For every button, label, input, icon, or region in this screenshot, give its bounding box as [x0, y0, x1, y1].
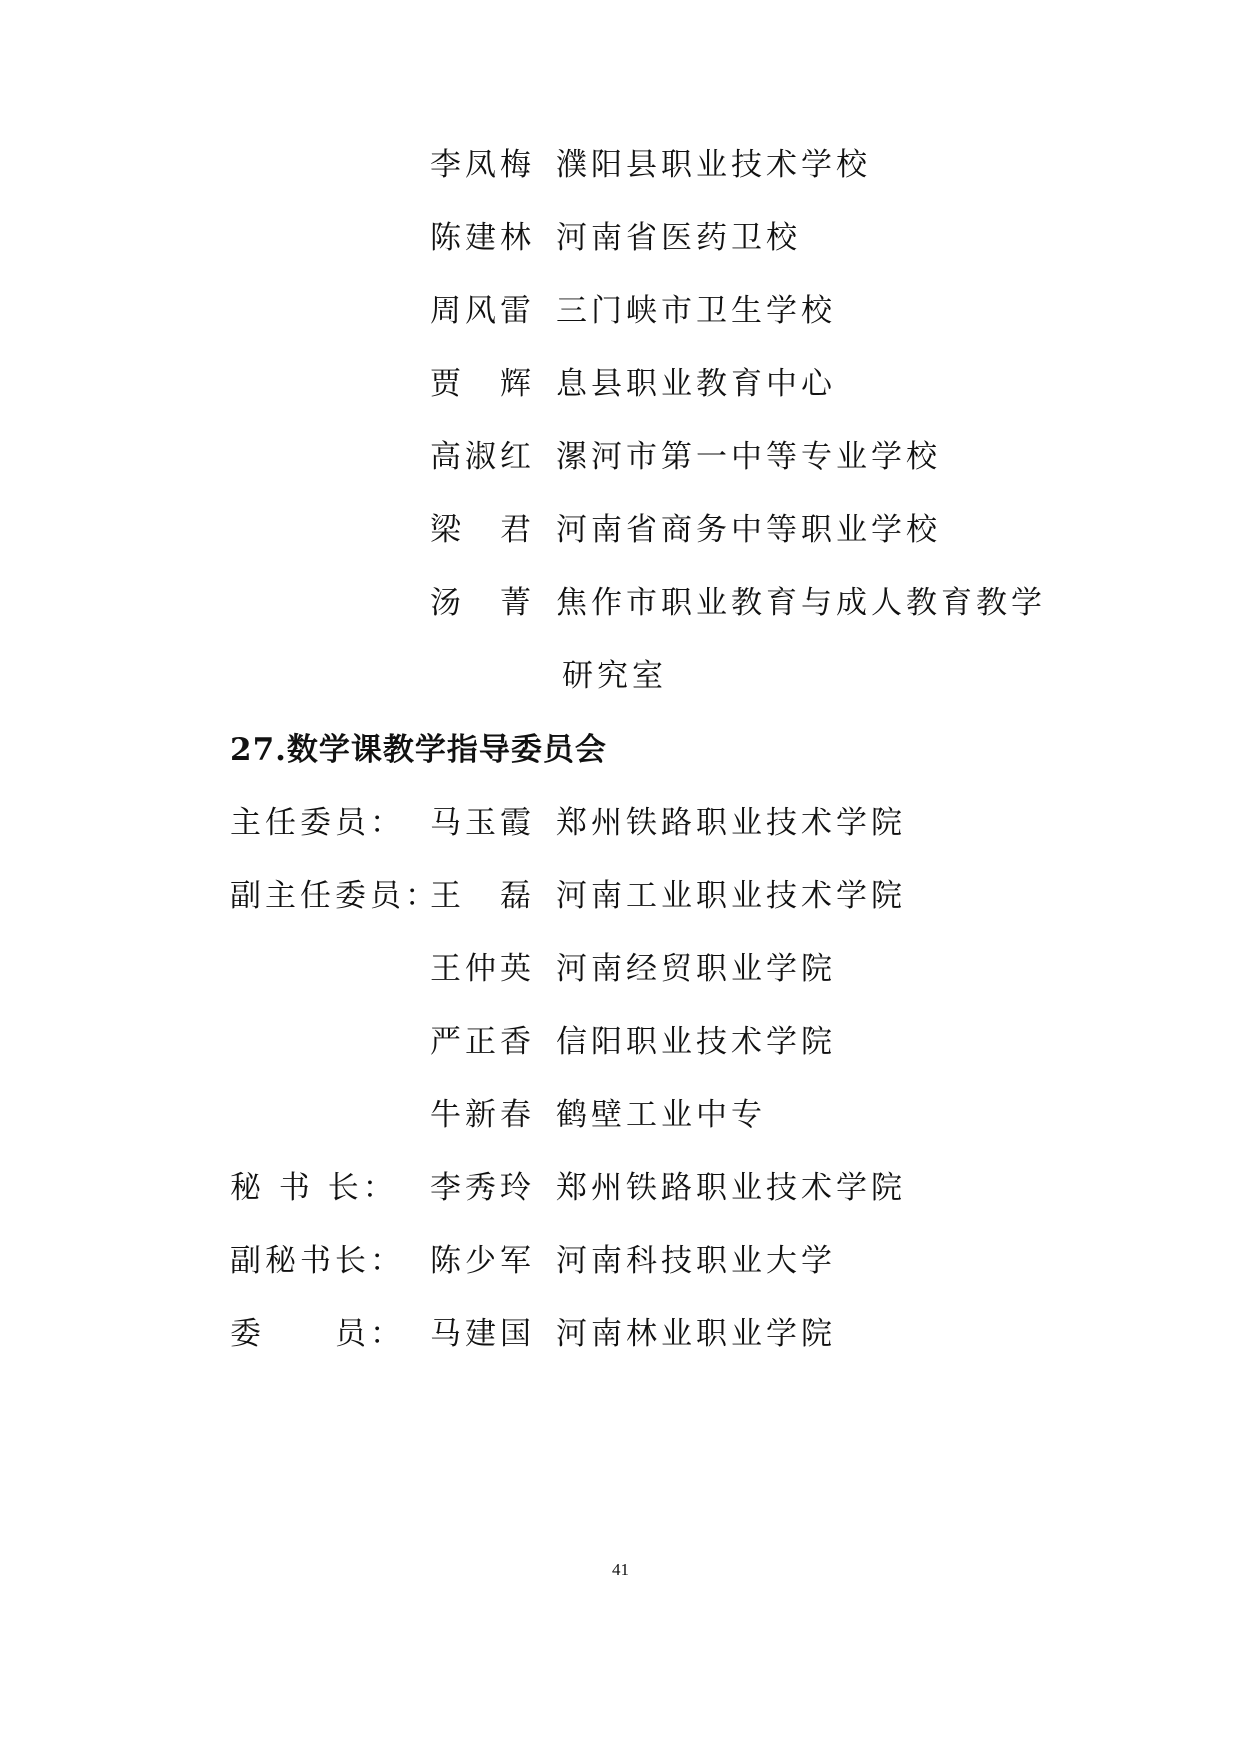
committee-org: 河南工业职业技术学院: [556, 878, 906, 914]
org-continuation: 研究室: [562, 658, 667, 694]
member-org: 息县职业教育中心: [556, 366, 836, 402]
member-name: 周风雷: [430, 293, 535, 329]
member-org: 焦作市职业教育与成人教育教学: [556, 585, 1046, 621]
member-name: 贾 辉: [430, 366, 535, 402]
member-org: 河南省医药卫校: [556, 220, 801, 256]
committee-name: 王 磊: [430, 878, 535, 914]
committee-org: 信阳职业技术学院: [556, 1024, 836, 1060]
member-org: 三门峡市卫生学校: [556, 293, 836, 329]
committee-name: 陈少军: [430, 1243, 535, 1279]
committee-role: 委 员：: [230, 1316, 405, 1352]
member-org: 漯河市第一中等专业学校: [556, 439, 941, 475]
member-name: 梁 君: [430, 512, 535, 548]
committee-org: 河南经贸职业学院: [556, 951, 836, 987]
section-title: 27.数学课教学指导委员会: [230, 732, 607, 768]
committee-org: 河南林业职业学院: [556, 1316, 836, 1352]
page-number: 41: [612, 1560, 629, 1579]
committee-role: 主任委员：: [230, 805, 405, 841]
committee-name: 李秀玲: [430, 1170, 535, 1206]
member-org: 河南省商务中等职业学校: [556, 512, 941, 548]
committee-role: 副秘书长：: [230, 1243, 405, 1279]
committee-org: 郑州铁路职业技术学院: [556, 805, 906, 841]
committee-name: 马建国: [430, 1316, 535, 1352]
committee-name: 马玉霞: [430, 805, 535, 841]
member-name: 高淑红: [430, 439, 535, 475]
committee-role: 秘 书 长：: [230, 1170, 398, 1206]
member-name: 汤 菁: [430, 585, 535, 621]
committee-name: 牛新春: [430, 1097, 535, 1133]
member-name: 李凤梅: [430, 147, 535, 183]
committee-name: 王仲英: [430, 951, 535, 987]
committee-role: 副主任委员：: [230, 878, 440, 914]
member-name: 陈建林: [430, 220, 535, 256]
committee-org: 河南科技职业大学: [556, 1243, 836, 1279]
member-org: 濮阳县职业技术学校: [556, 147, 871, 183]
committee-org: 鹤壁工业中专: [556, 1097, 766, 1133]
committee-org: 郑州铁路职业技术学院: [556, 1170, 906, 1206]
committee-name: 严正香: [430, 1024, 535, 1060]
